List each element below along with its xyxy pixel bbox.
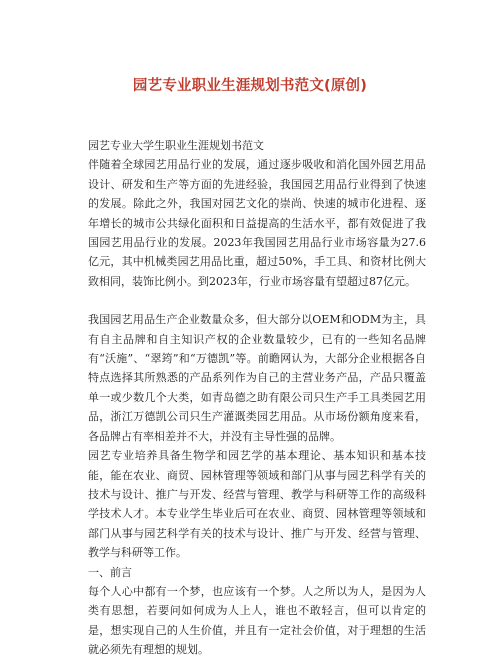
- document-title: 园艺专业职业生涯规划书范文(原创): [132, 78, 368, 94]
- paragraph-gap: [88, 291, 426, 310]
- paragraph-preface: 每个人心中都有一个梦，也应该有一个梦。人之所以为人，是因为人类有思想，若要问如何成为人上人，谁也不敢轻言，但可以肯定的是，想实现自己的人生价值，并且有一定社会价值，对于理想的生活就必须先有理想的规划。: [88, 584, 426, 657]
- paragraph-enterprise-status: 我国园艺用品生产企业数量众多，但大部分以OEM和ODM为主，具有自主品牌和自主知识产权的企业数量较少，已有的一些知名品牌有“沃施”、“翠筠”和“万德凯”等。前瞻网认为，大部分企业根据各自特点选择其所熟悉的产品系列作为自己的主营业务产品，产品只覆盖单一或少数几个大类，如青岛德之助有限公司只生产手工具类园艺用品，浙江万德凯公司只生产灌溉类园艺用品。从市场份额角度来看，各品牌占有率相差并不大，并没有主导性强的品牌。: [88, 313, 426, 443]
- paragraph-industry-overview: 伴随着全球园艺用品行业的发展，通过逐步吸收和消化国外园艺用品设计、研发和生产等方面的先进经验，我国园艺用品行业得到了快速的发展。除此之外，我国对园艺文化的崇尚、快速的城市化进程、逐年增长的城市公共绿化面积和日益提高的生活水平，都有效促进了我国园艺用品行业的发展。2023年我国园艺用品行业市场容量为27.6亿元，其中机械类园艺用品比重，超过50%，手工具、和资材比例大致相同，装饰比例小。到2023年，行业市场容量有望超过87亿元。: [88, 158, 426, 288]
- paragraph-subtitle: 园艺专业大学生职业生涯规划书范文: [88, 139, 264, 152]
- section-heading-preface: 一、前言: [88, 565, 132, 579]
- paragraph-major-description: 园艺专业培养具备生物学和园艺学的基本理论、基本知识和基本技能，能在农业、商贸、园林管理等领域和部门从事与园艺科学有关的技术与设计、推广与开发、经营与管理、教学与科研等工作的高级科学技术人才。本专业学生毕业后可在农业、商贸、园林管理等领域和部门从事与园艺科学有关的技术与设计、推广与开发、经营与管理、教学与科研等工作。: [88, 449, 426, 560]
- document-body: [88, 136, 426, 660]
